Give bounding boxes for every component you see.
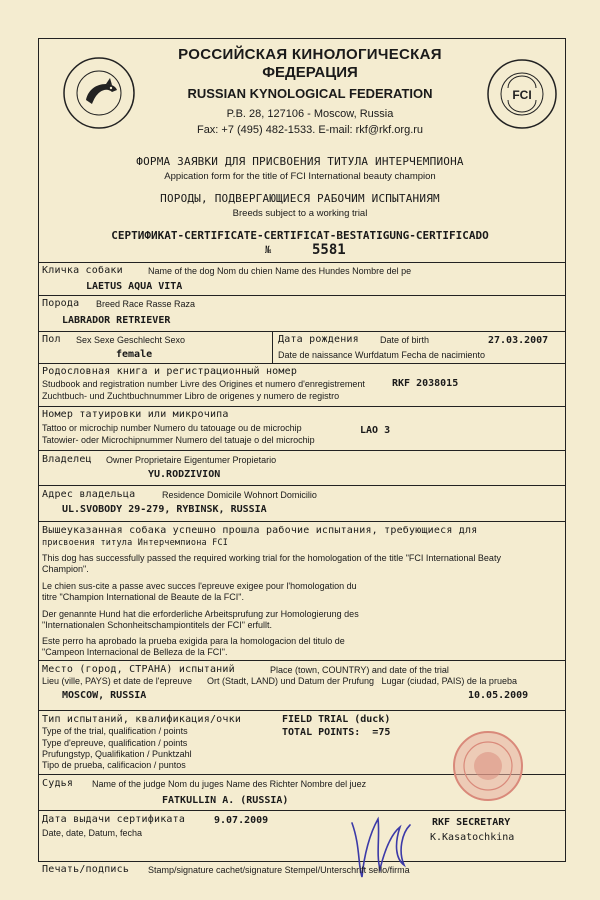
- place-label-2: Lieu (ville, PAYS) et date de l'epreuve Ort (Stadt, LAND) und Datum der Prufung Lugar (ciudad, PAIS) de la prueba: [42, 676, 517, 686]
- breed-label: Breed Race Rasse Raza: [96, 299, 196, 309]
- studbook-label-1: Studbook and registration number Livre des Origines et numero d'enregistrement: [42, 379, 365, 389]
- rkf-seal-logo: [62, 56, 136, 130]
- studbook-value: RKF 2038015: [392, 378, 459, 389]
- issue-label-ru: Дата выдачи сертификата: [42, 814, 186, 825]
- divider: [38, 295, 566, 296]
- breeds-title-en: Breeds subject to a working trial: [232, 208, 368, 219]
- trial-date-value: 10.05.2009: [468, 690, 529, 701]
- header-contact: Fax: +7 (495) 482-1533. E-mail: rkf@rkf.org.ru: [196, 124, 424, 136]
- trial-label-1: Type of the trial, qualification / points: [42, 726, 188, 736]
- dog-name-value: LAETUS AQUA VITA: [86, 281, 183, 292]
- divider: [38, 331, 566, 332]
- breed-value: LABRADOR RETRIEVER: [62, 315, 171, 326]
- address-value: UL.SVOBODY 29-279, RYBINSK, RUSSIA: [62, 504, 267, 515]
- tattoo-value: LAO 3: [360, 425, 391, 436]
- statement-en: This dog has successfully passed the required working trial for the homologation of the title "FCI International Beaty Champion".: [42, 553, 501, 574]
- issue-date-value: 9.07.2009: [214, 815, 269, 826]
- issue-label: Date, date, Datum, fecha: [42, 828, 143, 838]
- place-label-1: Place (town, COUNTRY) and date of the trial: [270, 665, 449, 675]
- header-title-ru-2: ФЕДЕРАЦИЯ: [262, 64, 358, 81]
- sex-value: female: [116, 349, 153, 360]
- trial-label-2: Type d'epreuve, qualification / points: [42, 738, 188, 748]
- certificate-number: 5581: [312, 242, 346, 258]
- place-label-ru: Место (город, СТРАНА) испытаний: [42, 664, 235, 675]
- birth-label-en: Date of birth: [380, 335, 430, 345]
- birth-label: Date de naissance Wurfdatum Fecha de nacimiento: [278, 350, 485, 360]
- statement-es: Este perro ha aprobado la prueba exigida para la homologacion del titulo de "Campeon Internacional de Belleza de la FCI".: [42, 636, 345, 657]
- judge-label-ru: Судья: [42, 778, 74, 789]
- tattoo-label-1: Tattoo or microchip number Numero du tatouage ou de microchip: [42, 423, 302, 433]
- tattoo-label-2: Tatowier- oder Microchipnummer Numero del tatuaje o del microchip: [42, 435, 315, 445]
- form-title-ru: ФОРМА ЗАЯВКИ ДЛЯ ПРИСВОЕНИЯ ТИТУЛА ИНТЕРЧЕМПИОНА: [136, 155, 464, 168]
- divider: [38, 262, 566, 263]
- header-address: P.B. 28, 127106 - Moscow, Russia: [226, 108, 394, 120]
- header-title-ru-1: РОССИЙСКАЯ КИНОЛОГИЧЕСКАЯ: [178, 46, 442, 63]
- stamp-label-ru: Печать/подпись: [42, 864, 130, 875]
- fci-seal-logo: [486, 58, 558, 130]
- stamp-label: Stamp/signature cachet/signature Stempel/Unterschrift sello/firma: [148, 865, 410, 875]
- divider: [38, 521, 566, 522]
- divider: [38, 450, 566, 451]
- fci-seal-center: FCI: [512, 88, 532, 102]
- divider: [272, 331, 273, 363]
- owner-label: Owner Proprietaire Eigentumer Propietario: [106, 455, 277, 465]
- trial-points-value: TOTAL POINTS: =75: [282, 727, 391, 738]
- sex-label: Sex Sexe Geschlecht Sexo: [76, 335, 186, 345]
- judge-label: Name of the judge Nom du juges Name des Richter Nombre del juez: [92, 779, 367, 789]
- studbook-label-ru: Родословная книга и регистрационный номер: [42, 366, 298, 377]
- owner-value: YU.RODZIVION: [148, 469, 221, 480]
- certificate-title: СЕРТИФИКАТ-CERTIFICATE-CERTIFICAT-BESTATIGUNG-CERTIFICADO: [111, 229, 489, 242]
- secretary-title: RKF SECRETARY: [432, 817, 511, 828]
- judge-value: FATKULLIN A. (RUSSIA): [162, 795, 289, 806]
- breed-label-ru: Порода: [42, 298, 80, 309]
- divider: [38, 406, 566, 407]
- official-stamp: [452, 730, 524, 802]
- address-label-ru: Адрес владельца: [42, 489, 136, 500]
- statement-ru-1: Вышеуказанная собака успешно прошла рабочие испытания, требующиеся для: [42, 525, 478, 536]
- trial-label-ru: Тип испытаний, квалификация/очки: [42, 714, 242, 725]
- header-title-en: RUSSIAN KYNOLOGICAL FEDERATION: [187, 86, 433, 101]
- owner-label-ru: Владелец: [42, 454, 92, 465]
- statement-ru-2: присвоения титула Интерчемпиона FCI: [42, 538, 229, 548]
- dog-name-label-ru: Кличка собаки: [42, 265, 123, 276]
- dog-name-label: Name of the dog Nom du chien Name des Hundes Nombre del pe: [148, 266, 412, 276]
- statement-fr: Le chien sus-cite a passe avec succes l'epreuve exigee pour l'homologation du titre "Champion International de Beaute de la FCI".: [42, 581, 357, 602]
- birth-label-ru: Дата рождения: [278, 334, 359, 345]
- tattoo-label-ru: Номер татуировки или микрочипа: [42, 409, 229, 420]
- divider: [38, 810, 566, 811]
- number-label: №: [265, 245, 272, 256]
- studbook-label-2: Zuchtbuch- und Zuchtbuchnummer Libro de origenes y numero de registro: [42, 391, 340, 401]
- birth-value: 27.03.2007: [488, 335, 549, 346]
- trial-label-3: Prufungstyp, Qualifikation / Punktzahl: [42, 749, 192, 759]
- trial-label-4: Tipo de prueba, calificacion / puntos: [42, 760, 186, 770]
- address-label: Residence Domicile Wohnort Domicilio: [162, 490, 317, 500]
- trial-type-value: FIELD TRIAL (duck): [282, 714, 391, 725]
- breeds-title-ru: ПОРОДЫ, ПОДВЕРГАЮЩИЕСЯ РАБОЧИМ ИСПЫТАНИЯМ: [160, 192, 440, 205]
- secretary-name: K.Kasatochkina: [430, 832, 515, 843]
- sex-label-ru: Пол: [42, 334, 61, 345]
- divider: [38, 485, 566, 486]
- divider: [38, 710, 566, 711]
- divider: [38, 660, 566, 661]
- form-title-en: Appication form for the title of FCI International beauty champion: [164, 171, 436, 182]
- place-value: MOSCOW, RUSSIA: [62, 690, 147, 701]
- statement-de: Der genannte Hund hat die erforderliche Arbeitsprufung zur Homologierung des "Internationalen Schonheitschampiontitels der FCI" erfullt.: [42, 609, 359, 630]
- divider: [38, 363, 566, 364]
